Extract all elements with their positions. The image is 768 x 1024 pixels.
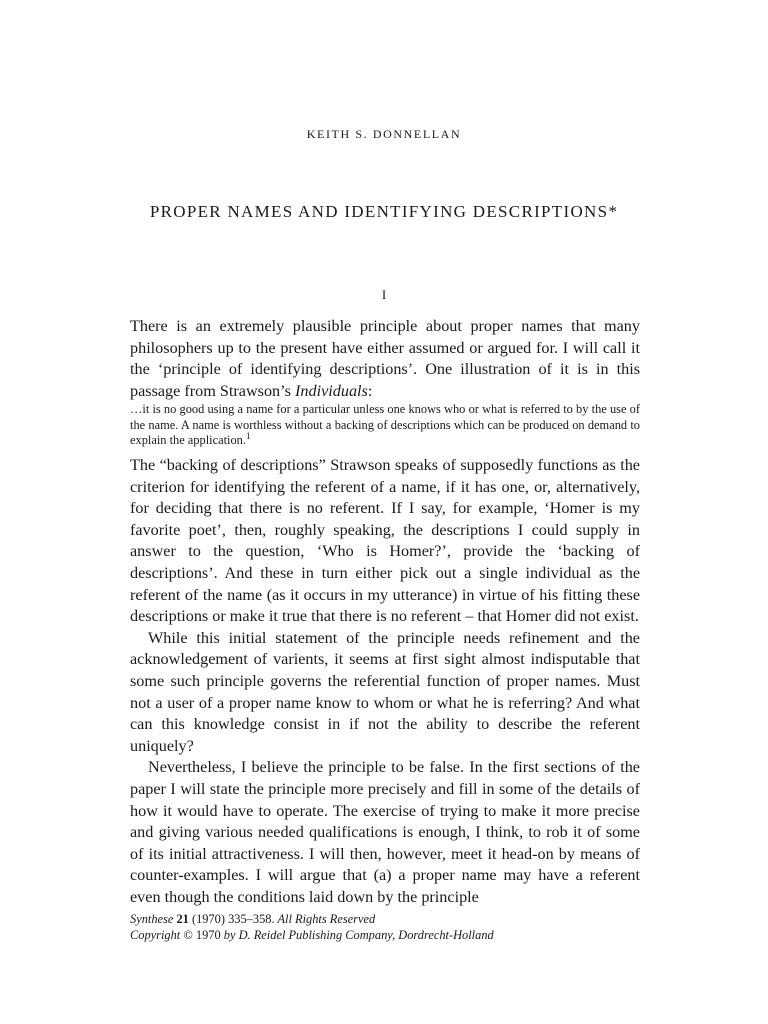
copyright-year: 1970 — [195, 928, 221, 942]
paragraph-1-text: There is an extremely plausible principle about proper names that many philosophers up to the present have either assumed or argued for. I will call it the ‘principle of identifying descriptions’. One illustration of it is in this passage from Strawson’s — [130, 317, 640, 400]
section-number: I — [381, 287, 387, 302]
paragraph-1 — [130, 316, 640, 402]
copyright-line — [130, 927, 640, 943]
paragraph-3: While this initial statement of the principle needs refinement and the acknowledgement of varients, it seems at first sight almost indisputable that some such principle governs the referential function of proper names. Must not a user of a proper name know to whom or what he is referring? And what can this knowledge consist in if not the ability to describe the referent uniquely? — [130, 628, 640, 755]
main-text — [130, 455, 640, 908]
author-name: KEITH S. DONNELLAN — [306, 127, 462, 141]
article-title: PROPER NAMES AND IDENTIFYING DESCRIPTIONS* — [149, 202, 619, 221]
copyright-icon: © — [183, 928, 193, 942]
paragraph-2: The “backing of descriptions” Strawson speaks of supposedly functions as the criterion for identifying the referent of a name, if it has one, or, alternatively, for deciding that there is no referent. If I say, for example, ‘Homer is my favorite poet’, then, roughly speaking, the descriptions I could supply in answer to the question, ‘Who is Homer?’, provide the ‘backing of descriptions’. And these in turn either pick out a single individual as the referent of the name (as it occurs in my utterance) in virtue of his fitting these descriptions or make it true that there is no referent – that Homer did not exist. — [130, 456, 640, 626]
publisher-name: by D. Reidel Publishing Company, Dordrecht-Holland — [223, 928, 494, 942]
book-title-italic: Individuals — [295, 381, 368, 400]
journal-year-pages: (1970) 335–358. — [191, 912, 275, 926]
journal-name: Synthese — [130, 912, 174, 926]
paragraph-1-end: : — [367, 381, 373, 400]
journal-citation — [130, 911, 640, 927]
block-quote-text: …it is no good using a name for a particular unless one knows who or what is referred to by the use of the name. A name is worthless without a backing of descriptions which can be produced on demand to explain the application. — [130, 402, 640, 448]
copyright-word: Copyright — [130, 928, 181, 942]
rights-notice: All Rights Reserved — [277, 912, 376, 926]
journal-volume: 21 — [176, 912, 189, 926]
paragraph-4: Nevertheless, I believe the principle to be false. In the first sections of the paper I will state the principle more precisely and fill in some of the details of how it would have to operate. The exercise of trying to make it more precise and giving various needed qualifications is enough, I think, to rob it of some of its initial attractiveness. I will then, however, meet it head-on by means of counter-examples. I will argue that (a) a proper name may have a referent even though the conditions laid down by the principle — [130, 758, 640, 906]
publication-footer — [130, 911, 640, 943]
footnote-marker: 1 — [245, 431, 251, 442]
block-quote — [130, 402, 640, 449]
